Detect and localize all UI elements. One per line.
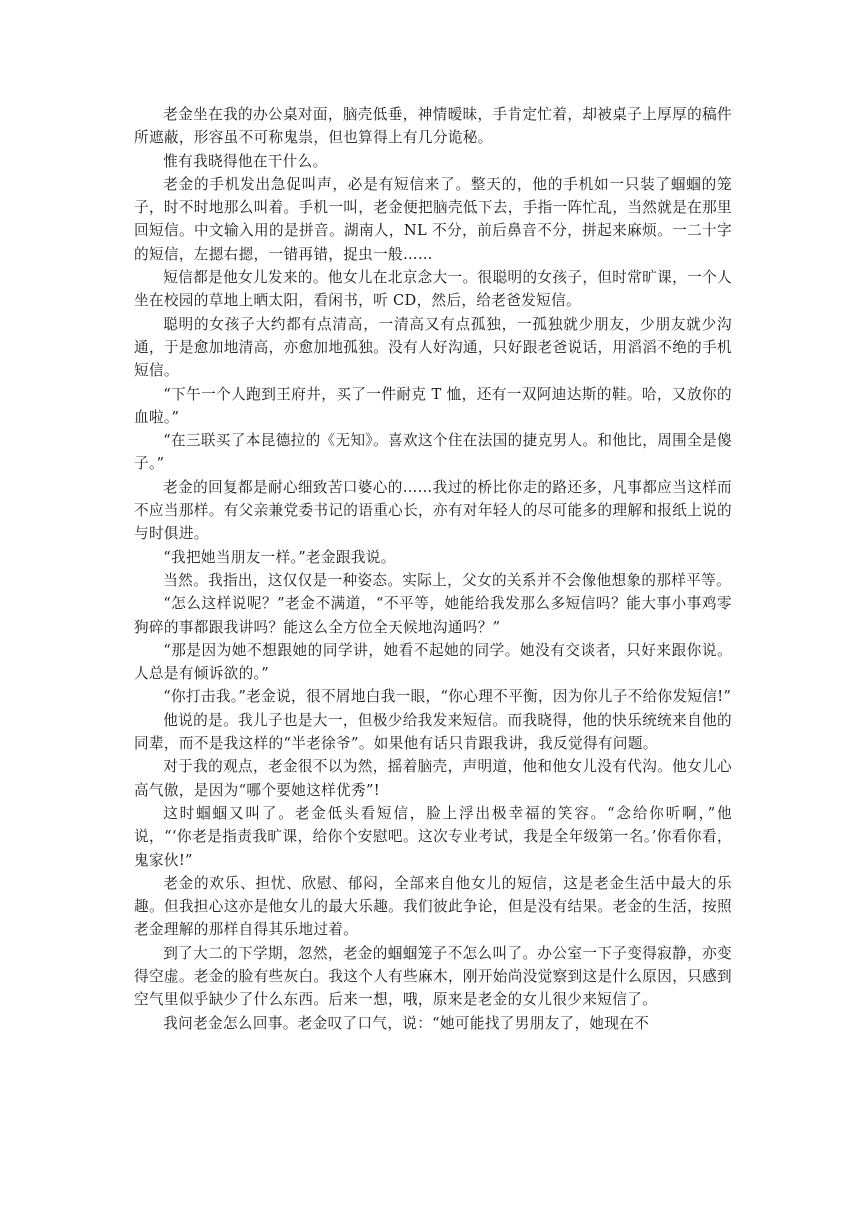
paragraph: 这时蝈蝈又叫了。老金低头看短信，脸上浮出极幸福的笑容。“念给你听啊，”他说，“‘你老是指责我旷课，给你个安慰吧。这次专业考试，我是全年级第一名。’你看你看，鬼家伙!” (134, 804, 732, 869)
paragraph: 短信都是他女儿发来的。他女儿在北京念大一。很聪明的女孩子，但时常旷课，一个人坐在校园的草地上晒太阳，看闲书，听 CD，然后，给老爸发短信。 (134, 269, 732, 310)
paragraph: 老金的回复都是耐心细致苦口婆心的……我过的桥比你走的路还多，凡事都应当这样而不应当那样。有父亲兼党委书记的语重心长，亦有对年轻人的尽可能多的理解和报纸上说的与时俱进。 (134, 478, 732, 543)
paragraph: 老金坐在我的办公桌对面，脑壳低垂，神情暧昧，手肯定忙着，却被桌子上厚厚的稿件所遮蔽，形容虽不可称鬼祟，但也算得上有几分诡秘。 (134, 106, 732, 147)
paragraph: 惟有我晓得他在干什么。 (163, 152, 328, 170)
paragraph: 我问老金怎么回事。老金叹了口气，说：“她可能找了男朋友了，她现在不 (163, 1014, 650, 1032)
paragraph: “你打击我。”老金说，很不屑地白我一眼，“你心理不平衡，因为你儿子不给你发短信!” (163, 688, 732, 706)
paragraph: 他说的是。我儿子也是大一，但极少给我发来短信。而我晓得，他的快乐统统来自他的同辈，而不是我这样的“半老徐爷”。如果他有话只肯跟我讲，我反觉得有问题。 (134, 711, 732, 753)
paragraph: 到了大二的下学期，忽然，老金的蝈蝈笼子不怎么叫了。办公室一下子变得寂静，亦变得空虚。老金的脸有些灰白。我这个人有些麻木，刚开始尚没觉察到这是什么原因，只感到空气里似乎缺少了什么东西。后来一想，哦，原来是老金的女儿很少来短信了。 (134, 944, 732, 1009)
paragraph: “怎么这样说呢？”老金不满道，“不平等，她能给我发那么多短信吗？能大事小事鸡零狗碎的事都跟我讲吗？能这么全方位全天候地沟通吗？” (134, 595, 732, 636)
paragraph: “我把她当朋友一样。”老金跟我说。 (163, 548, 396, 566)
paragraph: 老金的手机发出急促叫声，必是有短信来了。整天的，他的手机如一只装了蝈蝈的笼子，时不时地那么叫着。手机一叫，老金便把脑壳低下去，手指一阵忙乱，当然就是在那里回短信。中文输入用的是拼音。湖南人，NL 不分，前后鼻音不分，拼起来麻烦。一二十字的短信，左摁右摁，一错再错，捉虫一般…… (134, 175, 732, 263)
paragraph: “在三联买了本昆德拉的《无知》。喜欢这个住在法国的捷克男人。和他比，周围全是傻子。” (134, 432, 732, 473)
paragraph: 对于我的观点，老金很不以为然，摇着脑壳，声明道，他和他女儿没有代沟。他女儿心高气傲，是因为“哪个要她这样优秀”! (134, 758, 732, 799)
paragraph: 当然。我指出，这仅仅是一种姿态。实际上，父女的关系并不会像他想象的那样平等。 (163, 571, 732, 589)
paragraph: 聪明的女孩子大约都有点清高，一清高又有点孤独，一孤独就少朋友，少朋友就少沟通，于是愈加地清高，亦愈加地孤独。没有人好沟通，只好跟老爸说话，用滔滔不绝的手机短信。 (134, 315, 732, 380)
paragraph: “那是因为她不想跟她的同学讲，她看不起她的同学。她没有交谈者，只好来跟你说。人总是有倾诉欲的。” (134, 641, 732, 683)
paragraph: “下午一个人跑到王府井，买了一件耐克 T 恤，还有一双阿迪达斯的鞋。哈，又放你的血啦。” (134, 385, 732, 426)
paragraph: 老金的欢乐、担忧、欣慰、郁闷，全部来自他女儿的短信，这是老金生活中最大的乐趣。但我担心这亦是他女儿的最大乐趣。我们彼此争论，但是没有结果。老金的生活，按照老金理解的那样自得其乐地过着。 (134, 874, 732, 939)
article-body (134, 103, 732, 1035)
